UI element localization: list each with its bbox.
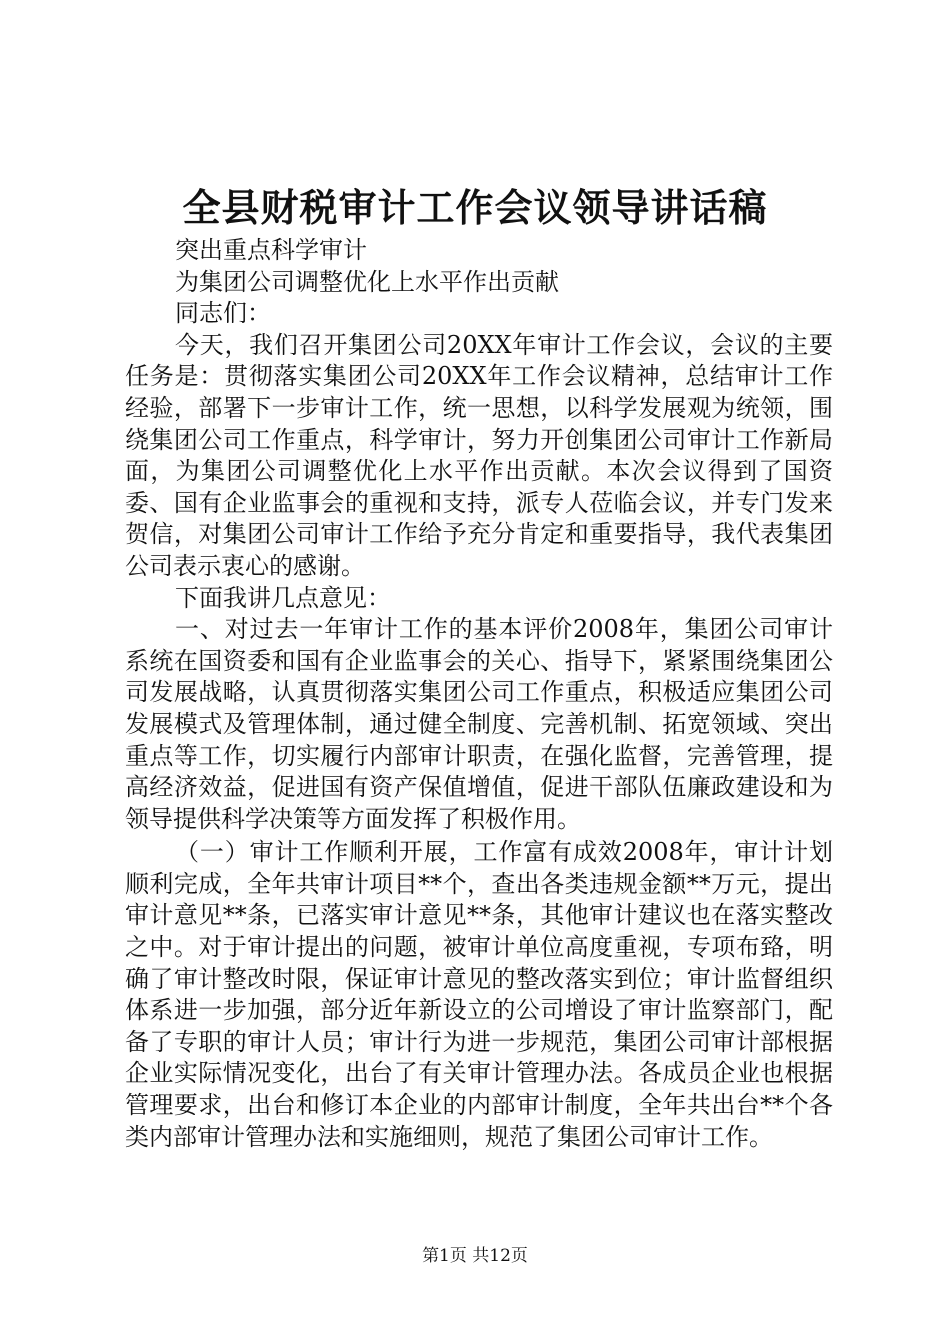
document-body bbox=[125, 235, 833, 1153]
paragraph-transition: 下面我讲几点意见： bbox=[175, 583, 391, 612]
paragraph-subsection-one: （一）审计工作顺利开展，工作富有成效2008年，审计计划顺利完成，全年共审计项目**个，查出各类违规金额**万元，提出审计意见**条，已落实审计意见**条，其他审计建议也在落实整改之中。对于审计提出的问题，被审计单位高度重视，专项布臵，明确了审计整改时限，保证审计意见的整改落实到位；审计监督组织体系进一步加强，部分近年新设立的公司增设了审计监察部门，配备了专职的审计人员；审计行为进一步规范，集团公司审计部根据企业实际情况变化，出台了有关审计管理办法。各成员企业也根据管理要求，出台和修订本企业的内部审计制度，全年共出台**个各类内部审计管理办法和实施细则，规范了集团公司审计工作。 bbox=[125, 838, 833, 1151]
greeting: 同志们： bbox=[175, 299, 271, 328]
paragraph-section-one: 一、对过去一年审计工作的基本评价2008年，集团公司审计系统在国资委和国有企业监事会的关心、指导下，紧紧围绕集团公司发展战略，认真贯彻落实集团公司工作重点，积极适应集团公司发展模式及管理体制，通过健全制度、完善机制、拓宽领域、突出重点等工作，切实履行内部审计职责，在强化监督，完善管理，提高经济效益，促进国有资产保值增值，促进干部队伍廉政建设和为领导提供科学决策等方面发挥了积极作用。 bbox=[125, 615, 833, 833]
subtitle-line-1: 突出重点科学审计 bbox=[175, 236, 367, 264]
paragraph-opening: 今天，我们召开集团公司20XX年审计工作会议，会议的主要任务是：贯彻落实集团公司20XX年工作会议精神，总结审计工作经验，部署下一步审计工作，统一思想，以科学发展观为统领，围绕集团公司工作重点，科学审计，努力开创集团公司审计工作新局面，为集团公司调整优化上水平作出贡献。本次会议得到了国资委、国有企业监事会的重视和支持，派专人莅临会议，并专门发来贺信，对集团公司审计工作给予充分肯定和重要指导，我代表集团公司表示衷心的感谢。 bbox=[125, 330, 833, 580]
document-title: 全县财税审计工作会议领导讲话稿 bbox=[182, 185, 768, 230]
page-footer: 第1页 共12页 bbox=[422, 1246, 528, 1266]
subtitle-line-2: 为集团公司调整优化上水平作出贡献 bbox=[175, 267, 559, 296]
